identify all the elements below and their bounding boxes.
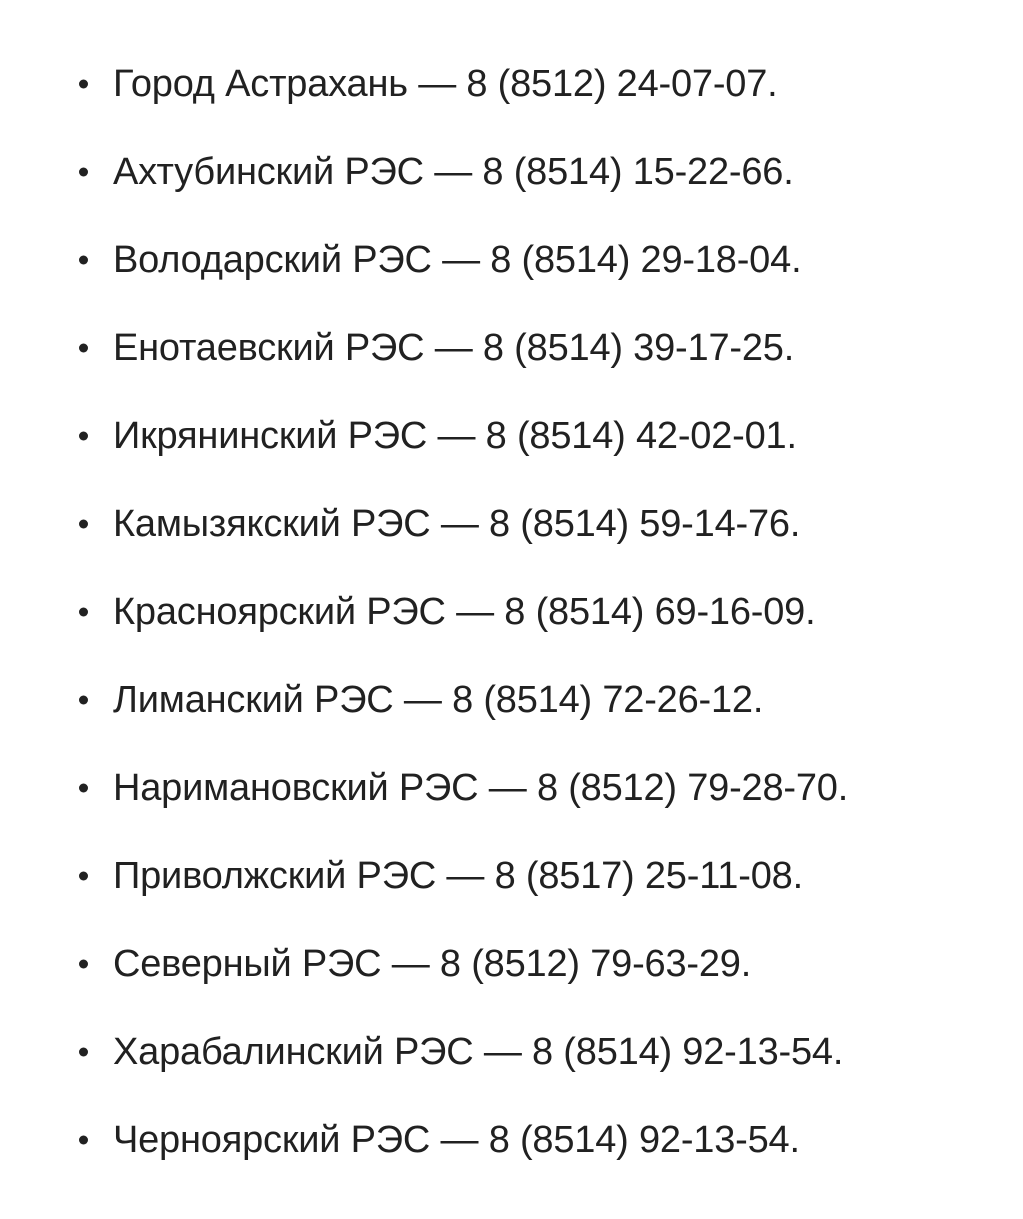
district-name: Приволжский РЭС	[113, 855, 437, 897]
list-item	[113, 502, 1003, 546]
list-item	[113, 150, 1003, 194]
phone-number: 8 (8514) 72-26-12	[452, 679, 753, 721]
separator: —	[424, 327, 483, 369]
separator: —	[381, 943, 440, 985]
separator: —	[445, 591, 505, 633]
period: .	[837, 767, 849, 809]
list-item	[113, 766, 1003, 810]
district-name: Наримановский РЭС	[113, 767, 479, 809]
district-name: Ахтубинский РЭС	[113, 151, 424, 193]
period: .	[783, 327, 795, 369]
list-item	[113, 1030, 1003, 1074]
separator: —	[407, 63, 467, 105]
period: .	[786, 415, 797, 457]
bullet-icon	[79, 256, 88, 265]
period: .	[752, 679, 764, 721]
district-name: Володарский РЭС	[113, 239, 432, 281]
period: .	[791, 239, 802, 281]
district-name: Лиманский РЭС	[113, 679, 394, 721]
phone-number: 8 (8512) 79-28-70	[536, 767, 838, 809]
list-item	[113, 62, 1003, 106]
period: .	[783, 151, 794, 193]
separator: —	[393, 679, 453, 721]
phone-number: 8 (8512) 79-63-29	[439, 943, 741, 985]
list-item	[113, 326, 1003, 370]
list-item	[113, 1118, 1003, 1162]
list-item	[113, 590, 1003, 634]
district-name: Икрянинский РЭС	[113, 415, 428, 457]
list-item	[113, 414, 1003, 458]
phone-number: 8 (8514) 69-16-09	[504, 591, 806, 633]
district-name: Камызякский РЭС	[113, 503, 431, 545]
period: .	[740, 943, 752, 985]
phone-number: 8 (8514) 39-17-25	[482, 327, 784, 369]
bullet-icon	[79, 784, 88, 793]
district-name: Северный РЭС	[113, 943, 382, 985]
period: .	[805, 591, 816, 633]
separator: —	[431, 239, 491, 281]
separator: —	[430, 1119, 489, 1161]
separator: —	[436, 855, 495, 897]
phone-number: 8 (8514) 42-02-01	[485, 415, 787, 457]
phone-number: 8 (8512) 24-07-07	[466, 63, 768, 105]
list-item	[113, 854, 1003, 898]
district-name: Черноярский РЭС	[113, 1119, 431, 1161]
separator: —	[473, 1031, 533, 1073]
period: .	[767, 63, 778, 105]
period: .	[832, 1031, 844, 1073]
list-item	[113, 238, 1003, 282]
phone-number: 8 (8514) 92-13-54	[488, 1119, 790, 1161]
phone-number: 8 (8514) 29-18-04	[490, 239, 792, 281]
bullet-icon	[79, 520, 88, 529]
bullet-icon	[79, 608, 88, 617]
district-name: Харабалинский РЭС	[113, 1031, 474, 1073]
bullet-icon	[79, 344, 88, 353]
district-name: Город Астрахань	[113, 63, 408, 105]
district-name: Енотаевский РЭС	[113, 327, 425, 369]
phone-number: 8 (8514) 15-22-66	[482, 151, 784, 193]
separator: —	[430, 503, 490, 545]
period: .	[789, 1119, 800, 1161]
period: .	[792, 855, 803, 897]
phone-number: 8 (8517) 25-11-08	[494, 855, 793, 897]
bullet-icon	[79, 696, 88, 705]
bullet-icon	[79, 1048, 88, 1057]
phone-number: 8 (8514) 59-14-76	[489, 503, 790, 545]
separator: —	[478, 767, 537, 809]
bullet-icon	[79, 80, 88, 89]
bullet-icon	[79, 168, 88, 177]
separator: —	[427, 415, 486, 457]
phone-number: 8 (8514) 92-13-54	[532, 1031, 833, 1073]
bullet-icon	[79, 1136, 88, 1145]
bullet-icon	[79, 432, 88, 441]
district-name: Красноярский РЭС	[113, 591, 446, 633]
list-item	[113, 942, 1003, 986]
separator: —	[423, 151, 483, 193]
bullet-icon	[79, 960, 88, 969]
bullet-icon	[79, 872, 88, 881]
list-item	[113, 678, 1003, 722]
period: .	[789, 503, 801, 545]
